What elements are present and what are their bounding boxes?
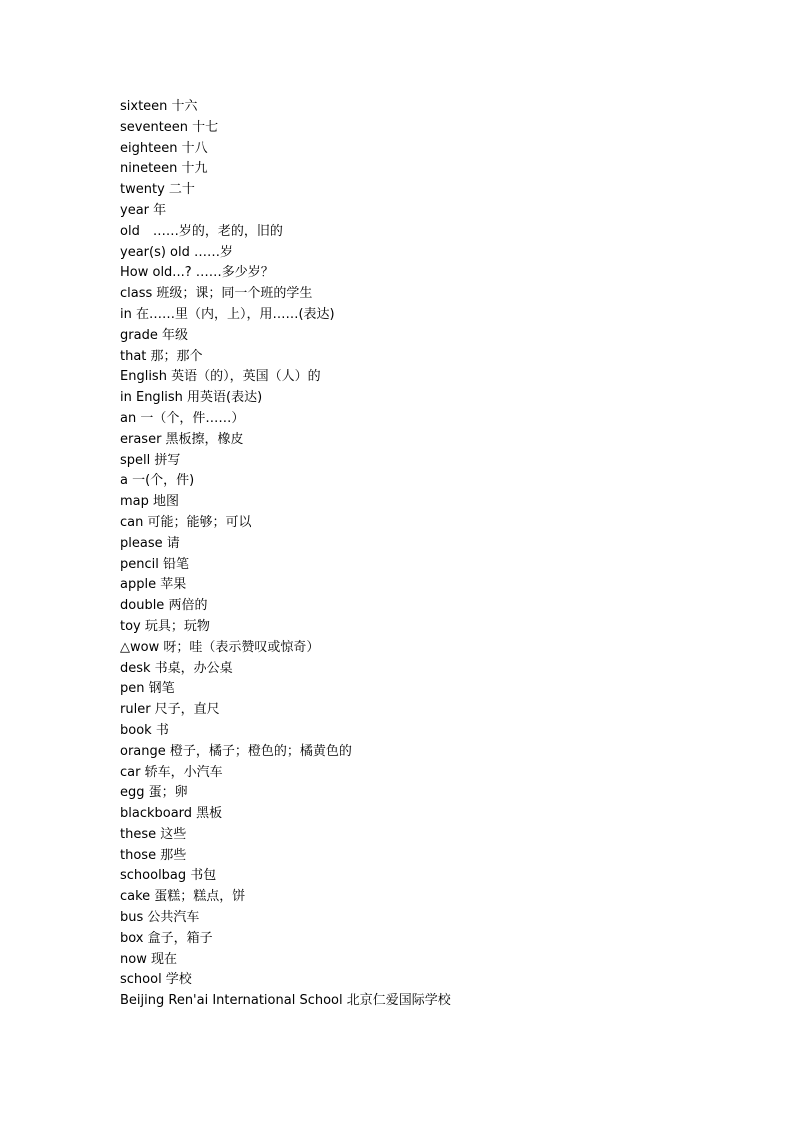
vocab-line: grade 年级: [120, 327, 188, 343]
vocab-line: school 学校: [120, 972, 192, 988]
vocab-line: in English 用英语(表达): [120, 390, 263, 406]
vocab-line: How old...? ……多少岁？: [120, 265, 274, 281]
vocab-line: map 地图: [120, 494, 180, 510]
vocab-line: English 英语（的），英国（人）的: [120, 369, 321, 385]
vocab-line: △wow 呀；哇（表示赞叹或惊奇）: [120, 639, 320, 655]
vocab-line: these 这些: [120, 826, 187, 842]
vocab-line: an 一（个，件……）: [120, 410, 245, 426]
vocab-line: class 班级；课；同一个班的学生: [120, 286, 313, 302]
vocab-line: can 可能；能够；可以: [120, 514, 252, 530]
vocab-line: apple 苹果: [120, 577, 187, 593]
vocab-line: bus 公共汽车: [120, 910, 200, 926]
vocab-line: nineteen 十九: [120, 161, 208, 177]
vocab-line: old ……岁的，老的，旧的: [120, 223, 283, 239]
vocab-line: pen 钢笔: [120, 681, 175, 697]
vocab-line: seventeen 十七: [120, 119, 219, 135]
vocab-line: year 年: [120, 202, 167, 218]
vocab-line: book 书: [120, 722, 169, 738]
vocab-line: a 一(个，件): [120, 473, 195, 489]
vocab-line: egg 蛋；卵: [120, 785, 188, 801]
vocab-line: in 在……里（内，上），用……(表达): [120, 306, 335, 322]
vocab-line: please 请: [120, 535, 180, 551]
vocab-line: schoolbag 书包: [120, 868, 217, 884]
vocabulary-list: [120, 97, 740, 1012]
vocab-line: eighteen 十八: [120, 140, 208, 156]
vocab-line: toy 玩具；玩物: [120, 618, 210, 634]
vocab-line: spell 拼写: [120, 452, 181, 468]
vocab-line: those 那些: [120, 847, 187, 863]
vocab-line: twenty 二十: [120, 182, 195, 198]
vocab-line: now 现在: [120, 951, 177, 967]
vocab-line: sixteen 十六: [120, 99, 198, 114]
vocab-line: eraser 黑板擦，橡皮: [120, 431, 244, 447]
vocab-line: year(s) old ……岁: [120, 244, 234, 260]
vocab-line: car 轿车，小汽车: [120, 764, 223, 780]
vocab-line: box 盒子，箱子: [120, 930, 213, 946]
vocab-line: Beijing Ren'ai International School 北京仁爱国际学校: [120, 993, 451, 1009]
vocab-line: blackboard 黑板: [120, 806, 223, 822]
vocab-line: orange 橙子，橘子；橙色的；橘黄色的: [120, 743, 352, 759]
vocab-line: double 两倍的: [120, 598, 208, 614]
vocab-line: cake 蛋糕；糕点，饼: [120, 889, 246, 905]
vocab-line: that 那；那个: [120, 348, 203, 364]
vocab-line: pencil 铅笔: [120, 556, 189, 572]
vocab-line: desk 书桌，办公桌: [120, 660, 233, 676]
vocab-line: ruler 尺子，直尺: [120, 702, 220, 718]
